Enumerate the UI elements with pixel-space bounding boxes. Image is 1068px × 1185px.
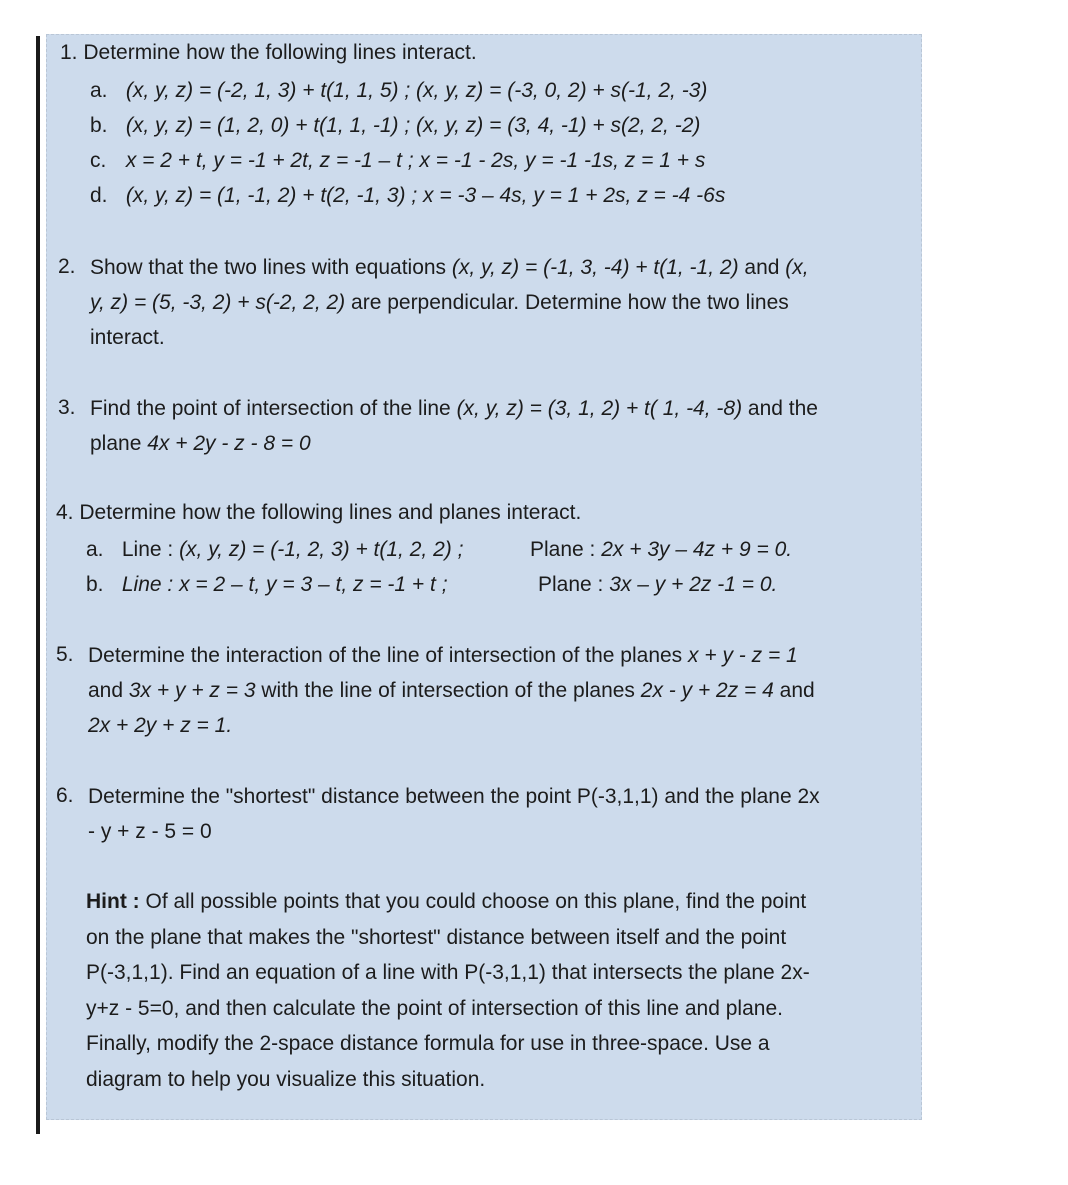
q4-item-label: b.: [86, 573, 104, 596]
q5-number: 5.: [56, 643, 74, 666]
q1-item-a: [90, 74, 707, 108]
q5-line: and 3x + y + z = 3 with the line of intersection of the planes 2x - y + 2z = 4 and: [88, 679, 815, 702]
hint-label: Hint :: [86, 890, 140, 913]
q4-item-b: [86, 568, 448, 602]
q4-title-text: Determine how the following lines and planes interact.: [79, 501, 582, 524]
q4-line-eq: (x, y, z) = (-1, 2, 3) + t(1, 2, 2) ;: [179, 538, 464, 561]
hint-line: Finally, modify the 2-space distance formula for use in three-space. Use a: [86, 1032, 770, 1055]
q2-line: Show that the two lines with equations (x, y, z) = (-1, 3, -4) + t(1, -1, 2) and (x,: [90, 256, 809, 279]
hint-line: on the plane that makes the "shortest" distance between itself and the point: [86, 925, 787, 949]
q4-item-label: a.: [86, 538, 104, 561]
q1-item-label: b.: [90, 114, 108, 137]
q4-title: [56, 496, 581, 530]
q4-number: 4.: [56, 501, 74, 524]
hint-line: Hint : Of all possible points that you could choose on this plane, find the point: [86, 890, 807, 913]
q5-body: [88, 638, 815, 743]
q2-line: interact.: [90, 326, 165, 349]
q1-number: 1.: [60, 41, 78, 64]
q6-body: [88, 779, 820, 849]
q3-number: 3.: [58, 396, 76, 419]
q1-item-text: (x, y, z) = (-2, 1, 3) + t(1, 1, 5) ; (x, y, z) = (-3, 0, 2) + s(-1, 2, -3): [125, 79, 708, 102]
q4-plane-label: Plane :: [538, 573, 604, 596]
q1-title: [60, 36, 477, 70]
q6-line: - y + z - 5 = 0: [88, 820, 212, 843]
hint-block: [86, 884, 810, 1097]
q4-plane-label: Plane :: [530, 538, 596, 561]
q4-item-b-plane: [538, 568, 777, 602]
q6-number: 6.: [56, 784, 74, 807]
q6-line: Determine the "shortest" distance between the point P(-3,1,1) and the plane 2x: [88, 785, 820, 808]
q5-line: 2x + 2y + z = 1.: [88, 714, 233, 737]
q1-item-c: [90, 144, 705, 178]
q4-item-a: [86, 533, 463, 567]
q4-line-label: Line :: [121, 538, 174, 561]
q4-line-eq: x = 2 – t, y = 3 – t, z = -1 + t ;: [179, 573, 448, 596]
q1-item-d: [90, 179, 725, 213]
q1-item-text: (x, y, z) = (1, 2, 0) + t(1, 1, -1) ; (x, y, z) = (3, 4, -1) + s(2, 2, -2): [125, 114, 701, 137]
q1-item-text: (x, y, z) = (1, -1, 2) + t(2, -1, 3) ; x = -3 – 4s, y = 1 + 2s, z = -4 -6s: [125, 184, 726, 207]
q2-body: [90, 250, 809, 355]
q1-title-text: Determine how the following lines interact.: [83, 41, 477, 64]
hint-line: diagram to help you visualize this situation.: [86, 1067, 486, 1091]
hint-line: y+z - 5=0, and then calculate the point of intersection of this line and plane.: [86, 996, 783, 1020]
q1-item-label: a.: [90, 79, 108, 102]
q4-plane-eq: 3x – y + 2z -1 = 0.: [609, 573, 778, 596]
q3-line: Find the point of intersection of the line (x, y, z) = (3, 1, 2) + t( 1, -4, -8) and the: [90, 397, 818, 420]
hint-line: P(-3,1,1). Find an equation of a line with P(-3,1,1) that intersects the plane 2x-: [86, 961, 810, 984]
q4-plane-eq: 2x + 3y – 4z + 9 = 0.: [601, 538, 793, 561]
q3-body: [90, 391, 818, 461]
q2-line: y, z) = (5, -3, 2) + s(-2, 2, 2) are perpendicular. Determine how the two lines: [90, 291, 789, 314]
left-edge-bar: [36, 36, 40, 1134]
q1-item-label: c.: [90, 149, 107, 172]
q1-item-b: [90, 109, 700, 143]
q4-line-label: Line :: [121, 573, 174, 596]
q5-line: Determine the interaction of the line of intersection of the planes x + y - z = 1: [88, 644, 798, 667]
q3-line: plane 4x + 2y - z - 8 = 0: [90, 432, 311, 455]
q2-number: 2.: [58, 255, 76, 278]
q4-item-a-plane: [530, 533, 792, 567]
q1-item-label: d.: [90, 184, 108, 207]
q1-item-text: x = 2 + t, y = -1 + 2t, z = -1 – t ; x = -1 - 2s, y = -1 -1s, z = 1 + s: [125, 149, 706, 172]
